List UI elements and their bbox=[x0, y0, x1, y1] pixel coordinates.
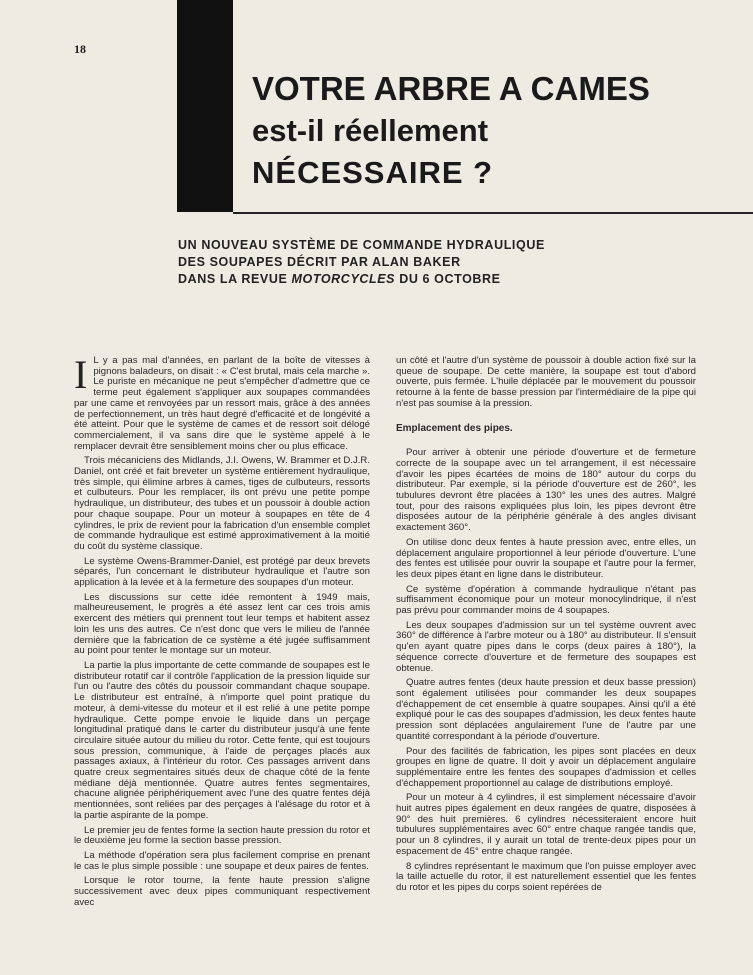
paragraph: 8 cylindres représentant le maximum que l'on puisse employer avec la taille actuelle du rotor, il est naturellement essentiel que les fentes du rotor et les pipes du corps soient repérées de bbox=[396, 860, 696, 893]
paragraph: Le système Owens-Brammer-Daniel, est protégé par deux brevets séparés, l'un concernant le distributeur hydraulique et l'autre son application à la levée et à la fermeture des soupapes d'un moteur. bbox=[74, 555, 370, 589]
paragraph: Pour un moteur à 4 cylindres, il est simplement nécessaire d'avoir huit autres pipes également en deux rangées de quatre, disposées à 90° des huit premières. 6 cylindres nécessiteraient encore huit tubulures supplémentaires avec 60° entre chaque rangée tandis que, pour un 8 cylindres, il y aurait un total de trente-deux pipes pour un espacement de 45° entre chaque rangée. bbox=[396, 792, 696, 857]
paragraph: Pour arriver à obtenir une période d'ouverture et de fermeture correcte de la soupape avec un tel arrangement, il est nécessaire d'avoir les pipes écartées de moins de 180° autour du corps du distributeur. Par exemple, si la période d'ouverture est de 260°, les tubulures devront être placées à 130° les unes des autres. Malgré tout, pour des raisons expliquées plus loin, les pipes devront être disposées autour de la périphérie générale à des angles divisant exactement 360°. bbox=[396, 447, 696, 534]
subtitle-line-1: UN NOUVEAU SYSTÈME DE COMMANDE HYDRAULIQUE bbox=[178, 238, 545, 252]
paragraph: On utilise donc deux fentes à haute pression avec, entre elles, un déplacement angulaire proportionnel à leur période d'ouverture. L'une des fentes est utilisée pour ouvrir la soupape et l'autre pour la fermer, les deux pipes étant en ligne dans le distributeur. bbox=[396, 536, 696, 580]
paragraph-text: L y a pas mal d'années, en parlant de la boîte de vitesses à pignons baladeurs, on disait : « C'est brutal, mais cela marche ». Le puriste en mécanique ne peut s'empêcher d'admettre que ce terme peut également s'appliquer aux soupapes commandées par une came et renvoyées par un ressort mais, grâce à des années de perfectionnement, un très haut degré d'efficacité et de longévité a été atteint. Pour que le système de cames et de ressort soit délogé commercialement, il va sans dire que le système appelé à le remplacer devrait être sensiblement moins cher ou plus efficace. bbox=[74, 355, 370, 452]
paragraph: Lorsque le rotor tourne, la fente haute pression s'aligne successivement avec deux pipes communiquant respectivement avec bbox=[74, 875, 370, 908]
paragraph: La méthode d'opération sera plus facilement comprise en prenant le cas le plus simple possible : une soupape et deux paires de fentes. bbox=[74, 849, 370, 872]
paragraph bbox=[74, 352, 370, 452]
subtitle-line-3 bbox=[178, 271, 648, 288]
paragraph: Quatre autres fentes (deux haute pression et deux basse pression) sont également utilisées pour commander les deux soupapes d'échappement de cet ensemble à quatre soupapes. Ainsi qu'il a été expliqué pour le cas des soupapes d'admission, les deux fentes haute pression sont déplacées angulairement l'une de l'autre par une quantité correspondant à la période d'ouverture. bbox=[396, 677, 696, 742]
paragraph: Pour des facilités de fabrication, les pipes sont placées en deux groupes en ligne de quatre. Il doit y avoir un déplacement angulaire supplémentaire entre les fentes des soupapes d'admission et celles d'échappement proportionnel au calage de distributions employé. bbox=[396, 745, 696, 789]
drop-cap: I bbox=[74, 352, 88, 397]
section-heading: Emplacement des pipes. bbox=[396, 422, 513, 434]
paragraph: un côté et l'autre d'un système de poussoir à double action fixé sur la queue de soupape. De cette manière, la soupape est tout d'abord ouverte, puis fermée. L'huile déplacée par le mouvement du poussoir retourne à la fente de basse pression par l'intermédiaire de la pipe qui n'est pas soumise à la pression. bbox=[396, 355, 696, 409]
header-rule bbox=[233, 212, 753, 214]
article-subtitle bbox=[178, 237, 648, 288]
left-column bbox=[74, 352, 370, 912]
decorative-black-bar bbox=[177, 0, 233, 212]
title-line-1: VOTRE ARBRE A CAMES bbox=[252, 70, 650, 107]
right-column bbox=[396, 356, 696, 898]
subtitle-line-3-post: DU 6 OCTOBRE bbox=[395, 272, 501, 286]
subtitle-line-2: DES SOUPAPES DÉCRIT PAR ALAN BAKER bbox=[178, 255, 461, 269]
paragraph: Les deux soupapes d'admission sur un tel système ouvrent avec 360° de différence à l'arbre moteur ou à 180° au distributeur. Il s'ensuit qu'en ayant quatre pipes dans le corps (deux paires à 180°), la séquence correcte d'ouverture et de fermeture des soupapes est obtenue. bbox=[396, 619, 696, 674]
article-title bbox=[252, 68, 650, 194]
title-line-2: est-il réellement bbox=[252, 113, 489, 148]
paragraph: La partie la plus importante de cette commande de soupapes est le distributeur rotatif car il contrôle l'application de la pression liquide sur l'un ou l'autre des côtés du poussoir commandant chaque soupape. Le distributeur est entraîné, à n'importe quel point pratique du moteur, à demi-vitesse du moteur et il est relié à une petite pompe hydraulique. Cette pompe envoie le liquide dans un perçage longitudinal pratiqué dans le carter du distributeur jusqu'à une fente circulaire située autour du milieu du rotor. Cette fente, qui est toujours sous pression, communique, à l'aide de perçages placés aux passages axiaux, à l'intérieur du rotor. Ces passages arrivent dans quatre creux segmentaires situés deux de chaque côté de la fente médiane déjà mentionnée. Quatre autres fentes segmentaires, chacune alignée périphériquement avec l'une des quatre fentes déjà mentionnées, sont reliées par des perçages à l'alésage du rotor et à la partie aspirante de la pompe. bbox=[74, 659, 370, 821]
paragraph: Trois mécaniciens des Midlands, J.I. Owens, W. Brammer et D.J.R. Daniel, ont créé et fait breveter un système entièrement hydraulique, très simple, qui élimine arbres à cames, tiges de culbuteurs, ressorts et culbuteurs. Pour les remplacer, ils ont prévu une petite pompe hydraulique, un distributeur, des tubes et un poussoir à double action pour chaque soupape. Pour un moteur à soupapes en tête de 4 cylindres, le prix de revient pour la fabrication d'un ensemble complet de commande hydraulique est estimé approximativement à la moitié du coût du système classique. bbox=[74, 455, 370, 552]
page-number: 18 bbox=[74, 42, 86, 56]
magazine-name: MOTORCYCLES bbox=[291, 272, 396, 286]
paragraph: Les discussions sur cette idée remontent à 1949 mais, malheureusement, le progrès a été assez lent car ces trois amis exercent des métiers qui prennent tout leur temps et habitent assez loin les uns des autres. Ce n'est donc que vers le milieu de l'année dernière que la fabrication de ce système a été jugée suffisamment au point pour tenter le montage sur un moteur. bbox=[74, 591, 370, 657]
paragraph: Ce système d'opération à commande hydraulique n'étant pas suffisamment économique pour un moteur monocylindrique, il n'est pas prévu pour commander moins de 4 soupapes. bbox=[396, 583, 696, 617]
subtitle-line-3-pre: DANS LA REVUE bbox=[178, 272, 292, 286]
paragraph: Le premier jeu de fentes forme la section haute pression du rotor et le deuxième jeu forme la section basse pression. bbox=[74, 824, 370, 847]
title-line-3: NÉCESSAIRE ? bbox=[252, 155, 494, 190]
